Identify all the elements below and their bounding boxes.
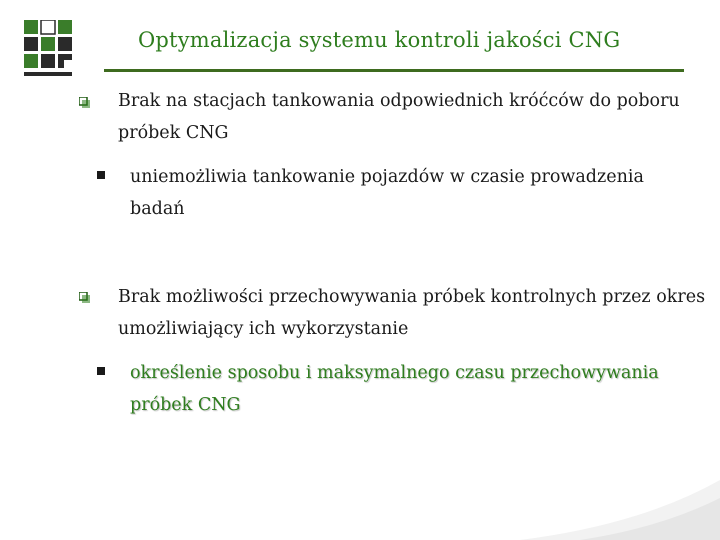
sub-bullet-icon bbox=[97, 171, 105, 179]
point-2-sub-text: określenie sposobu i maksymalnego czasu przechowywania próbek CNG bbox=[130, 363, 659, 415]
point-1-text: Brak na stacjach tankowania odpowiednich króćców do poboru próbek CNG bbox=[118, 91, 680, 143]
title-underline bbox=[104, 69, 684, 72]
inig-logo-icon bbox=[24, 20, 74, 80]
point-1-sub-text: uniemożliwia tankowanie pojazdów w czasie prowadzenia badań bbox=[130, 167, 644, 219]
corner-decoration bbox=[0, 480, 720, 540]
point-2-text: Brak możliwości przechowywania próbek kontrolnych przez okres umożliwiający ich wykorzystanie bbox=[118, 287, 706, 339]
institute-logo bbox=[24, 20, 74, 80]
sub-bullet-icon bbox=[97, 367, 105, 375]
square-bullet-icon bbox=[79, 292, 90, 303]
square-bullet-icon bbox=[79, 97, 90, 108]
page-title: Optymalizacja systemu kontroli jakości CNG bbox=[138, 28, 621, 52]
